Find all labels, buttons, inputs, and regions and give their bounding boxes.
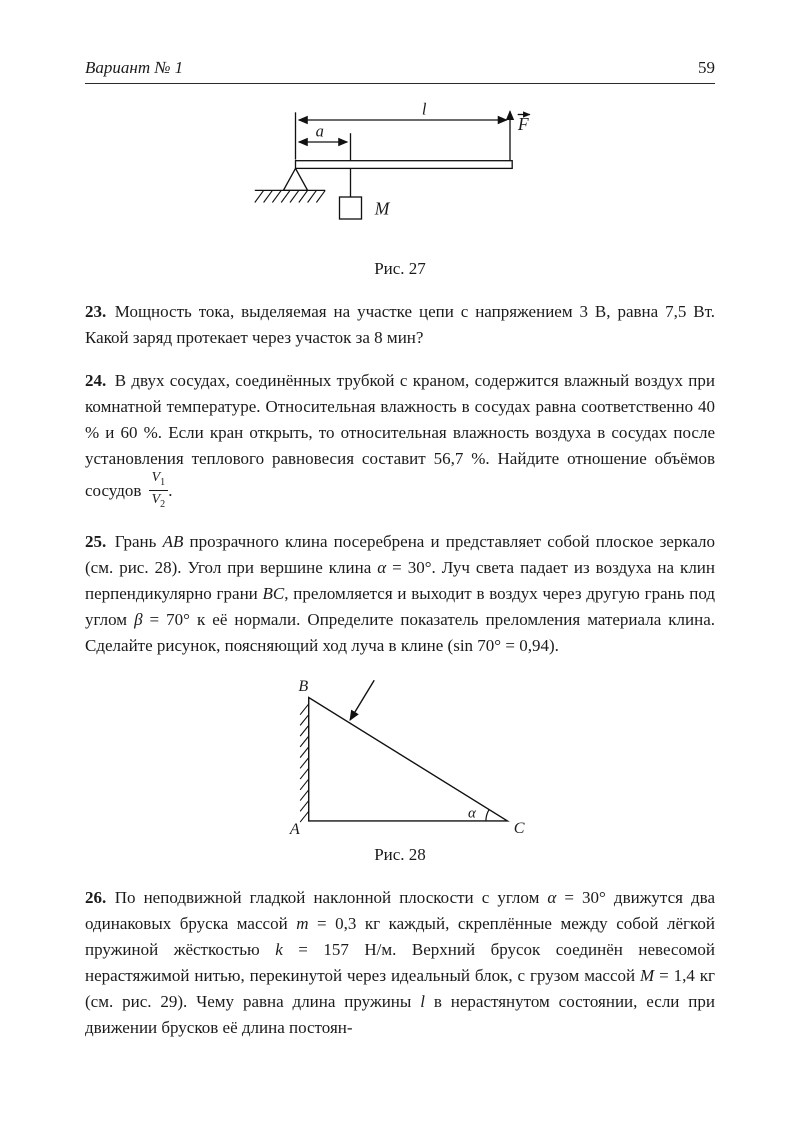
problem-text: k [275, 940, 283, 960]
problem-text: Грань [114, 532, 163, 552]
mass-square [340, 197, 362, 219]
page-number: 59 [698, 58, 715, 77]
ground-hatching [255, 190, 325, 202]
problem-number: 23. [85, 302, 107, 321]
problem-text: , преломляется и выходит в воздух через другую грань под углом [85, 584, 715, 630]
variant-title: Вариант № 1 [85, 58, 184, 77]
problem-text: β [134, 610, 143, 630]
problem-25 [85, 529, 715, 659]
label-B: B [298, 678, 309, 696]
running-header [85, 58, 715, 84]
wedge-diagram [260, 676, 540, 839]
problem-text: AB [162, 532, 184, 552]
label-alpha: α [468, 805, 476, 822]
problem-text: = 70° к её нормали. Определите показатель преломления материала клина. Сделайте рисунок, поясняющий ход луча в клине (sin 70° = 0,94). [85, 610, 716, 656]
problem-text: m [296, 914, 309, 934]
problem-text: α [377, 558, 387, 578]
label-C: C [513, 819, 525, 837]
wedge-triangle [309, 698, 508, 821]
label-l: l [421, 99, 427, 119]
fraction-v1-v2: $\frac{V_1}{V_2}$ [149, 470, 169, 510]
problem-text: = 30° движутся два одинаковых бруска массой [85, 888, 715, 934]
problem-text: Мощность тока, выделяемая на участке цепи с напряжением 3 В, равна 7,5 Вт. Какой заряд протекает через участок за 8 мин? [85, 302, 715, 347]
incident-ray-arrow [350, 681, 374, 721]
figure-27-caption: Рис. 27 [374, 259, 426, 278]
problem-23 [85, 299, 715, 351]
beam [296, 161, 513, 169]
problem-text: В двух сосудах, соединённых трубкой с краном, содержится влажный воздух при комнатной температуре. Относительная влажность в сосудах равна соответственно 40 % и 60 %. Если кран открыть, то относительная влажность воздуха в сосудах после установления теплового равновесия составит 56,7 %. Найдите отношение объёмов сосудов [85, 371, 715, 501]
problem-text: = 0,3 кг каждый, скреплённые между собой лёгкой пружиной жёсткостью [85, 914, 715, 960]
problem-text: M [640, 966, 655, 986]
pivot-support [283, 168, 307, 190]
lever-diagram [235, 100, 565, 250]
label-M: M [374, 198, 390, 219]
angle-arc [486, 810, 489, 821]
problem-24: 24. В двух сосудах, соединённых трубкой с краном, содержится влажный воздух при комнатной температуре. Относительная влажность в сосудах равна соответственно 40 % и 60 %. Если кран открыть, то относительная влажность воздуха в сосудах после установления теплового равновесия составит 56,7 %. Найдите отношение объёмов сосудов $\frac{V_1}{V_2}$ . [85, 371, 715, 510]
problem-26 [85, 885, 715, 1041]
mirror-hatching [300, 704, 309, 822]
problem-text: BC [262, 584, 285, 604]
problem-number: 25. [85, 532, 107, 552]
problem-text: = 157 Н/м. Верхний брусок соединён невесомой нерастяжимой нитью, перекинутой через идеальный блок, с грузом массой [85, 940, 715, 986]
problem-text: прозрачного клина посеребрена и представляет собой плоское зеркало (см. рис. 28). Угол при вершине клина [85, 532, 716, 578]
problem-text: По неподвижной гладкой наклонной плоскости с углом [114, 888, 548, 908]
problem-text: в нерастянутом состоянии, если при движении брусков её длина постоян- [85, 992, 715, 1038]
figure-28-caption: Рис. 28 [374, 845, 426, 865]
problem-text: = 30°. Луч света падает из воздуха на клин перпендикулярно грани [85, 558, 715, 604]
figure-28 [85, 676, 715, 841]
problem-number: 26. [85, 888, 107, 908]
label-A: A [289, 821, 300, 839]
problem-text: α [547, 888, 557, 908]
label-a: a [315, 121, 324, 141]
problem-number: 24. [85, 371, 107, 390]
figure-27 [85, 100, 715, 255]
problem-text: l [420, 992, 425, 1012]
label-F: F [517, 113, 529, 134]
problem-text: = 1,4 кг (см. рис. 29). Чему равна длина пружины [85, 966, 715, 1012]
